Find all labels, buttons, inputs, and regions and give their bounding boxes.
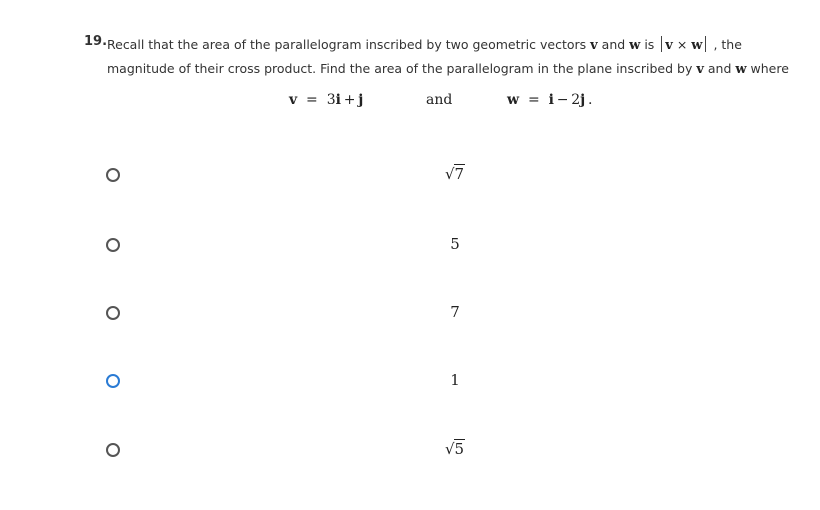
option-label[interactable] [420, 440, 490, 458]
radio-button[interactable] [106, 374, 120, 388]
answer-option-3[interactable] [0, 303, 820, 346]
equation-v [289, 92, 363, 108]
answer-option-4[interactable] [0, 371, 820, 414]
equation-w-equals: = [527, 92, 540, 108]
radio-button[interactable] [106, 443, 120, 457]
question-text [107, 33, 797, 81]
radio-button[interactable] [106, 306, 120, 320]
question-text-where: where [746, 61, 789, 76]
sqrt-radicand: 7 [454, 165, 465, 183]
question-number: 19. [84, 34, 108, 49]
vector-w-symbol: w [629, 38, 641, 53]
equation-v-rhs: 3i + j [326, 92, 364, 108]
equation-v-equals: = [306, 92, 318, 108]
equation-line [0, 92, 820, 114]
abs-bar-right [705, 36, 706, 52]
plane-v-symbol: v [696, 62, 704, 77]
question-text-and-1: and [597, 37, 630, 52]
question-text-is: is [640, 37, 659, 52]
answer-option-1[interactable] [0, 165, 820, 208]
cross-v-symbol: v [665, 38, 673, 53]
option-label[interactable]: 7 [450, 303, 460, 321]
option-label[interactable]: 5 [450, 235, 460, 253]
sqrt-expression: √5 [444, 440, 465, 458]
sqrt-radicand: 5 [454, 440, 465, 458]
radio-button[interactable] [106, 238, 120, 252]
option-label[interactable] [420, 165, 490, 183]
equation-w [507, 92, 593, 108]
abs-bar-left [661, 36, 662, 52]
equation-w-lhs: w [507, 92, 520, 108]
cross-w-symbol: w [691, 38, 703, 53]
radio-button[interactable] [106, 168, 120, 182]
question-text-and-2: and [703, 61, 736, 76]
equation-and: and [426, 92, 453, 108]
answer-option-5[interactable] [0, 440, 820, 483]
plane-w-symbol: w [735, 62, 747, 77]
sqrt-expression: √7 [444, 165, 465, 183]
question-text-part-1: Recall that the area of the parallelogram inscribed by two geometric vectors [107, 37, 591, 52]
equation-v-lhs: v [289, 92, 298, 108]
cross-symbol: × [672, 37, 692, 52]
option-label[interactable]: 1 [450, 371, 460, 389]
equation-w-rhs: i − 2j . [548, 92, 593, 108]
vector-v-symbol: v [590, 38, 598, 53]
question-text-part-2: , the magnitude of their cross product. Find the area of the parallelogram in the plane inscribed by [107, 37, 742, 76]
answer-option-2[interactable] [0, 235, 820, 278]
